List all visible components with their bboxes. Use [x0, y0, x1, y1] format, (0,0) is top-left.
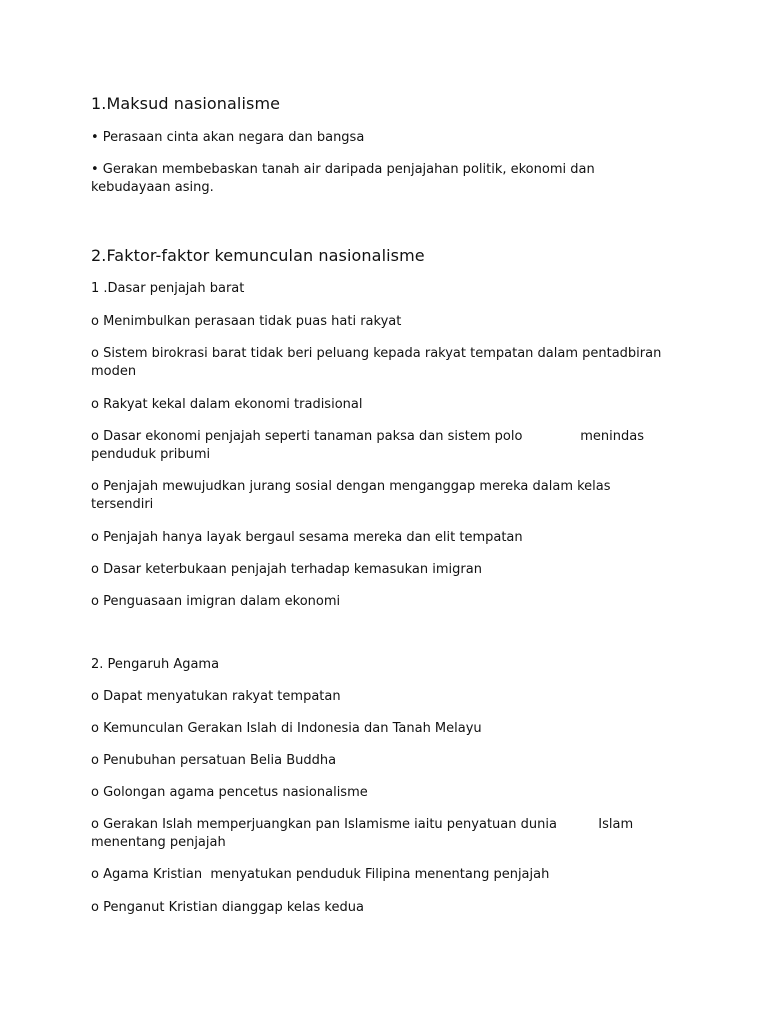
bullet-line: • Gerakan membebaskan tanah air daripada penjajahan politik, ekonomi dan [91, 162, 595, 177]
subsection-title-dasar-penjajah: 1 .Dasar penjajah barat [91, 281, 245, 296]
list-line: o Gerakan Islah memperjuangkan pan Islamisme iaitu penyatuan dunia Islam [91, 817, 634, 832]
list-line: o Golongan agama pencetus nasionalisme [91, 785, 368, 800]
list-item [91, 784, 671, 802]
list-item [91, 720, 671, 738]
list-line: o Rakyat kekal dalam ekonomi tradisional [91, 397, 363, 412]
list-line: o Penjajah mewujudkan jurang sosial dengan menganggap mereka dalam kelas [91, 479, 611, 494]
list-item [91, 899, 671, 917]
list-line: o Penganut Kristian dianggap kelas kedua [91, 900, 364, 915]
list-item [91, 345, 671, 381]
list-item [91, 593, 671, 611]
section-2-heading: 2.Faktor-faktor kemunculan nasionalisme [91, 246, 425, 265]
list-line: o Dapat menyatukan rakyat tempatan [91, 689, 341, 704]
bullet-item [91, 161, 671, 197]
list-line: o Penubuhan persatuan Belia Buddha [91, 753, 337, 768]
bullet-item [91, 129, 671, 147]
list-item [91, 313, 671, 331]
list-line: o Dasar keterbukaan penjajah terhadap kemasukan imigran [91, 562, 482, 577]
list-line: o Kemunculan Gerakan Islah di Indonesia dan Tanah Melayu [91, 721, 482, 736]
list-item [91, 688, 671, 706]
list-line: menentang penjajah [91, 835, 226, 850]
bullet-line: kebudayaan asing. [91, 180, 214, 195]
list-line: o Sistem birokrasi barat tidak beri peluang kepada rakyat tempatan dalam pentadbiran [91, 346, 662, 361]
subsection-title-pengaruh-agama: 2. Pengaruh Agama [91, 657, 220, 672]
list-item [91, 752, 671, 770]
list-line: penduduk pribumi [91, 447, 211, 462]
list-line: tersendiri [91, 497, 154, 512]
list-item [91, 816, 671, 852]
list-item [91, 561, 671, 579]
list-item [91, 428, 671, 464]
list-line: o Penguasaan imigran dalam ekonomi [91, 594, 341, 609]
list-item [91, 529, 671, 547]
list-line: moden [91, 364, 137, 379]
list-line: o Agama Kristian menyatukan penduduk Filipina menentang penjajah [91, 867, 550, 882]
section-1-heading: 1.Maksud nasionalisme [91, 94, 281, 113]
list-item [91, 478, 671, 514]
list-line: o Dasar ekonomi penjajah seperti tanaman paksa dan sistem polo menindas [91, 429, 645, 444]
bullet-line: • Perasaan cinta akan negara dan bangsa [91, 130, 365, 145]
list-item [91, 866, 671, 884]
list-line: o Penjajah hanya layak bergaul sesama mereka dan elit tempatan [91, 530, 523, 545]
list-item [91, 396, 671, 414]
list-line: o Menimbulkan perasaan tidak puas hati rakyat [91, 314, 402, 329]
